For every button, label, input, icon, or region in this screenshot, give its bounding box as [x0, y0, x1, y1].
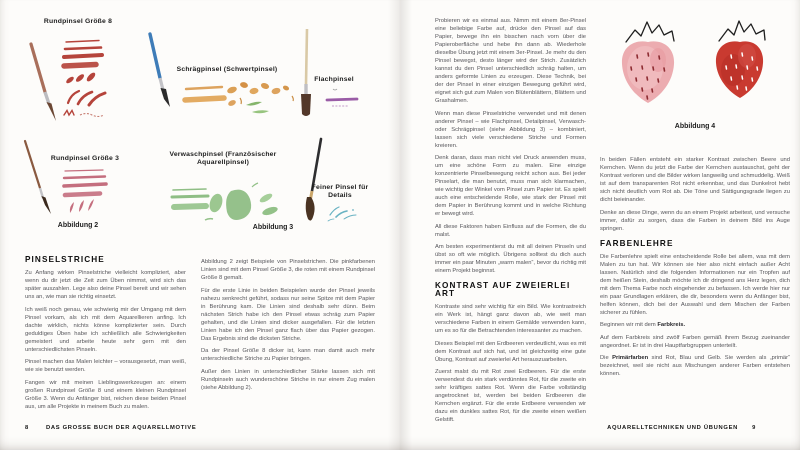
paragraph: All diese Faktoren haben Einfluss auf die Formen, die du malst.: [435, 223, 586, 238]
paragraph: Am besten experimentierst du mit all deinen Pinseln und übst so oft wie möglich. Übrigens solltest du dich auch immer ein paar Minuten „warm malen“, bevor du richtig mit einem Projekt beginnst.: [435, 244, 586, 274]
caption-abbildung-4: Abbildung 4: [674, 123, 716, 130]
footer-left: [25, 425, 196, 431]
round-brush-8-icon: [31, 44, 56, 121]
teal-stroke-samples: [328, 207, 356, 221]
flat-brush-icon: [301, 29, 311, 116]
paragraph: Die Farbenlehre spielt eine entscheidende Rolle bei allem, was mit dem Malen zu tun hat. Wir können sie hier also nicht einfach außer Acht lassen. Natürlich sind die folgenden Informationen nur ein Tropfen auf dem heißen Stein, deshalb möchte ich dir dringend ans Herz legen, dich mit dem Thema Farbe noch eingehender zu befassen. Ich werde hier nur ein paar Grundlagen erklären, die dir, besonders wenn du Anfänger bist, helfen können, dich bei der Auswahl und dem Mischen der Farben sicherer zu fühlen.: [600, 253, 790, 316]
paragraph: Außer den Linien in unterschiedlicher Stärke lassen sich mit Rundpinseln auch wunderschöne Striche in nur einem Zug malen (siehe Abbildung 2).: [201, 368, 375, 391]
caption-abbildung-2: Abbildung 2: [57, 222, 99, 229]
paragraph: Da der Pinsel Größe 8 dicker ist, kann man damit auch mehr unterschiedliche Striche zu Papier bringen.: [201, 348, 375, 362]
angled-brush-icon: [150, 34, 170, 107]
green-stroke-samples: [172, 183, 279, 220]
strawberry-leaves-lineart: [719, 21, 765, 41]
paragraph: Kontraste sind sehr wichtig für ein Bild. Wie kontrastreich ein Werk ist, hängt ganz davon ab, wie weit man verschiedene Farben in einem Gemälde verwenden kann, um es so für die Betrachtenden interessanter zu machen.: [435, 304, 586, 334]
paragraph: Dieses Beispiel mit den Erdbeeren verdeutlicht, was es mit dem Kontrast auf sich hat, und ist gleichzeitig eine gute Übung, Kontrast auf zweierlei Art herauszuarbeiten.: [435, 340, 586, 363]
wash-brush-icon: [306, 139, 321, 221]
label-rundpinsel-8: Rundpinsel Größe 8: [43, 18, 113, 25]
label-schraegpinsel: Schrägpinsel (Schwertpinsel): [176, 66, 278, 73]
left-column-1: [25, 256, 186, 411]
paragraph: Beginnen wir mit dem Farbkreis.: [600, 322, 686, 328]
round-brush-3-icon: [25, 141, 51, 214]
paragraph: Für die erste Linie in beiden Beispielen wurde der Pinsel jeweils nahezu senkrecht geführt, sodass nur seine Spitze mit dem Papier in Berührung kam. Die Linien sind deshalb sehr dünn. Beim nächsten Strich habe ich den Pinsel etwas schräg zum Papier gehalten, und die Linien sind dicker ausgefallen. Für die letzten Linien habe ich den Pinsel ganz flach über das Papier gezogen. Das Ergebnis sind die dicksten Striche.: [201, 287, 375, 342]
label-feiner-pinsel: Feiner Pinsel für Details: [311, 184, 369, 200]
red-petal-samples: [65, 71, 97, 84]
section-heading-kontrast: KONTRAST AUF ZWEIERLEI ART: [435, 281, 571, 298]
paragraph: Zu Anfang wirken Pinselstriche vielleicht kompliziert, aber wenn du dir jetzt die Zeit zum Üben nimmst, wird sich das später auszahlen. Lege also deine Pinsel bereit und wir sehen uns an, wie man sie richtig einsetzt.: [25, 270, 186, 300]
paragraph: Denk daran, dass man nicht viel Druck anwenden muss, um eine schöne Form zu malen. Eine einzige konzentrierte Pinselbewegung reicht schon aus. Bei jeder Pinselart, die man benutzt, muss man sich klarmachen, wie wichtig der Winkel vom Pinsel zum Papier ist. Es spielt auch eine entscheidende Rolle, wie stark der Pinsel mit dem Papier in Berührung kommt und in welche Richtung er bewegt wird.: [435, 155, 586, 217]
footer-right: [607, 425, 756, 431]
paragraph: Abbildung 2 zeigt Beispiele von Pinselstrichen. Die pinkfarbenen Linien sind mit dem Pinsel Größe 3, die roten mit einem Rundpinsel Größe 8 gemalt.: [201, 259, 375, 281]
paragraph: Fangen wir mit meinen Lieblingswerkzeugen an: einem großen Rundpinsel Größe 8 und einem kleinen Rundpinsel Größe 3. Wenn du Anfänger bist, reichen diese beiden Pinsel aus, um alle Projekte in meinem Buch zu malen.: [25, 379, 186, 410]
left-column-2: [201, 258, 375, 392]
tiny-mark: [333, 89, 337, 90]
running-title: AQUARELLTECHNIKEN UND ÜBUNGEN: [607, 425, 739, 431]
light-strawberry-icon: [622, 22, 674, 103]
paragraph: Wenn man diese Pinselstriche verwendet und mit denen anderer Pinsel – wie Flachpinsel, Detailpinsel, Verwasch- oder Schrägpinsel (siehe Abbildung 3) – kombiniert, lassen sich viele verschiedene Striche und Formen kreieren.: [435, 110, 586, 149]
page-number: 8: [25, 425, 29, 431]
paragraph: Die Primärfarben sind Rot, Blau und Gelb. Sie werden als „primär“ bezeichnet, weil sie nicht aus Mischungen anderer Farben entstehen können.: [600, 355, 790, 377]
paragraph: In beiden Fällen entsteht ein starker Kontrast zwischen Beere und Kernchen. Wenn du jetzt die Farbe der Kernchen austauschst, geht der Kontrast verloren und die Bilder wirken langweilig und schmuddelig. Weiß ist auf dem transparenten Rot nicht erkennbar, und das Dunkelrot hebt sich nicht deutlich vom Rot ab. Die Töne und Sättigungsgrade liegen zu dicht beieinander.: [600, 157, 790, 203]
strawberry-leaves-lineart: [626, 22, 674, 42]
paragraph: Zuerst malst du mit Rot zwei Erdbeeren. Für die erste verwendest du ein stark verdünntes Rot, für die zweite ein sehr kräftiges sattes Rot. Wenn die Farbe vollständig angetrocknet ist, werden bei beiden Erdbeeren die Kernchen ergänzt. Für die erste Erdbeere verwenden wir dazu ein dunkles sattes Rot, für die zweite einen weißen Gelstift.: [435, 369, 586, 423]
label-flachpinsel: Flachpinsel: [314, 76, 354, 83]
purple-stroke-samples: [327, 99, 357, 106]
running-title: DAS GROSSE BUCH DER AQUARELLMOTIVE: [45, 425, 197, 431]
right-column-1: [435, 17, 586, 424]
paragraph: Probieren wir es einmal aus. Nimm mit einem 8er-Pinsel eine beliebige Farbe auf, drücke den Pinsel auf das Papier, bewege ihn ein bisschen nach vorn über die Papieroberfläche und hebe ihn dann ab. Wiederhole dieselbe Übung jetzt mit einem 3er-Pinsel. Je mehr du den Pinsel bewegst, desto länger wird der Strich. Zusätzlich kannst du den Pinsel unterschiedlich schräg halten, um anders geformte Linien zu erzeugen. Diese Technik, bei der der Pinsel in einer einzigen Bewegung geführt wird, eignet sich gut zum Malen von Blütenblättern, Blättern und Grashalmen.: [435, 18, 586, 104]
dark-strawberry-icon: [716, 21, 765, 98]
label-rundpinsel-3: Rundpinsel Größe 3: [50, 155, 120, 162]
page-number: 9: [752, 425, 756, 431]
pink-stroke-samples: [64, 170, 106, 195]
orange-stroke-samples: [185, 81, 293, 113]
caption-abbildung-3: Abbildung 3: [252, 224, 294, 231]
section-heading-pinselstriche: PINSELSTRICHE: [25, 255, 105, 264]
pink-comma-samples: [70, 199, 94, 213]
paragraph: Pinsel machen das Malen leichter – vorausgesetzt, man weiß, wie sie benutzt werden.: [25, 359, 186, 373]
paragraph: Ich weiß noch genau, wie schwierig mir der Umgang mit dem Pinsel vorkam, als ich mit dem Aquarellieren anfing. Ich dachte wirklich, nichts könne komplizierter sein. Durch geduldiges Üben habe ich schließlich alle Schwierigkeiten gemeistert und arbeite heute sehr gern mit den unterschiedlichsten Pinseln.: [25, 306, 186, 353]
section-heading-farbenlehre: FARBENLEHRE: [600, 238, 674, 248]
right-column-2: [600, 156, 790, 378]
paragraph: Auf dem Farbkreis sind zwölf Farben gemäß ihrem Bezug zueinander angeordnet. Er ist in drei Hauptfarbgruppen unterteilt.: [600, 334, 790, 349]
brush-figures-illustration: [0, 0, 400, 250]
farbkreis-term: Farbkreis.: [657, 322, 686, 328]
label-verwaschpinsel: Verwaschpinsel (Französischer Aquarellpinsel): [169, 151, 277, 167]
red-squiggle-sample: [80, 114, 104, 117]
paragraph: Denke an diese Dinge, wenn du an einem Projekt arbeitest, und versuche immer, dafür zu sorgen, dass die Farben in deinem Bild ins Auge springen.: [600, 209, 790, 232]
strawberries-illustration: [595, 12, 800, 130]
primaerfarben-term: Primärfarben: [612, 355, 649, 361]
